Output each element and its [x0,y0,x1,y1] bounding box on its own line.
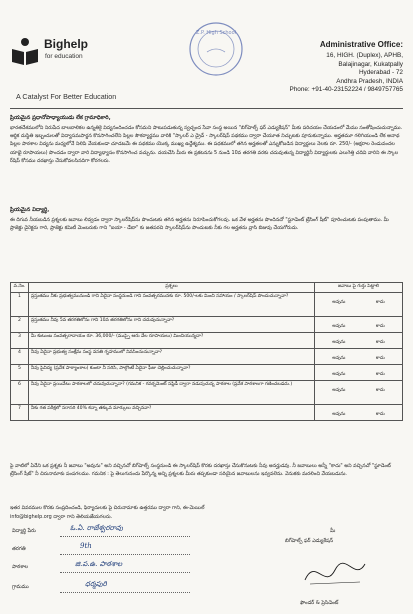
question-row [11,333,403,349]
form-line [60,536,190,537]
question-row [11,317,403,333]
answer-no-option[interactable]: కాదు [375,412,385,417]
answer-cell[interactable] [315,333,403,349]
email-line: info@bighelp.org ద్వారా గాని తెలియజేయగలరు. [10,514,113,520]
school-value: జి.ప.ఉ. పాఠశాల [75,560,123,568]
question-number: 2 [11,317,29,333]
question-number: 4 [11,349,29,365]
answer-yes-option[interactable]: అవును [332,372,346,377]
header-divider [10,108,403,109]
tagline: A Catalyst For Better Education [16,92,117,101]
form-line [60,592,190,593]
question-text: నీవు పైవిద్య (ప్రవేశ పాఠ్యాంశాల) కుంటా నీ సరిసి, పాల్గొంటే ఏదైనా ఫీజు చెల్లించుచున్నావా? [29,365,315,381]
intro-paragraph: భారతదేశములోని నిరుపేద బాలబాలికల ఉన్నతికై విద్యనందించడం కోసమని పాటుపడుతున్న స్వచ్ఛంద సేవా సంస్థ అయిన "బిగ్‌హెల్ప్ ఫర్ ఎడ్యుకేషన్" మీకు పరిచయం చేయడంలో మేము సంతోషించుచున్నాము. ఆర్థిక దుస్థితి ఇబ్బందులతో విద్యాసమపార్జన కొనసాగించలేని పిల్లల సౌకర్యార్థము వారికి "స్కాలర్ ఎ డ్రైవ్ - స్కాలర్‌షిప్ పథకము ద్వారా చేయూత నిచ్చుటకు పూనుకున్నాము. అర్హతమూ గలిగియుండి లేక ఆనాథ పిల్లల పాఠశాల విద్యను మధ్యలోనే నిలిపి వేయకుండా చూడటమే ఈ పథకము యొక్క ముఖ్య ఉద్దేశ్యము. ఈ పథకములో తగిన అర్హతలతో ఎన్నుకోబడిన విద్యార్థులు నెలకు రూ. 250/- (అక్షరాల రెండువందల యాభై రూపాయలు) పొందడం ద్వారా వారి విద్యాభ్యాసం కొనసాగించ వచ్చును. దయచేసి మీరు ఈ ప్రకటనను 5 నుండి 10వ తరగతి వరకు చదువుతున్న విద్యార్థినీ విద్యార్థులకు ఎలుగెత్తి చదివి వారిని ఈ స్కాలర్‌షిప్ కోసము దరఖాస్తు చేసుకోవలసినదిగా కోరగలరు. [10,125,403,164]
answer-cell[interactable] [315,381,403,405]
answer-no-option[interactable]: కాదు [375,388,385,393]
salutation-principal: ప్రియమైన ప్రధానోపాధ్యాయుడు లేక గ్రామాధికారి, [10,115,111,121]
question-number: 6 [11,381,29,405]
col-header-number: వ.నెం. [11,283,29,293]
question-number: 3 [11,333,29,349]
answer-yes-option[interactable]: అవును [332,340,346,345]
col-header-questions: ప్రశ్నలు [29,283,315,293]
form-line [60,554,190,555]
stamp-text: Z.P. High School [195,30,237,36]
question-row [11,405,403,421]
question-row [11,365,403,381]
signature-org: బిగ్‌హెల్ప్ ఫర్ ఎడ్యుకేషన్ [285,538,334,544]
answer-cell[interactable] [315,293,403,317]
village-value: ధర్మపురి [85,580,107,588]
question-text: మీ కుటుంబ సంవత్సరాదాయం రూ. 36,000/- (ముప్పై ఆరు వేల రూపాయలు) మించియున్నదా? [29,333,315,349]
question-row [11,293,403,317]
student-name-value: ఓ.ఏ. రాజేశ్వరరావు [70,524,123,532]
eligibility-table [10,282,403,421]
question-text: ప్రస్తుతము నీకు ప్రభుత్వమునుండి గాని ఏదైనా సంస్థనుండి గాని సంవత్సరమునకు రూ. 500/-లకు మించి సహాయం / స్కాలర్‌షిప్ పొందుచున్నావా? [29,293,315,317]
contact-note: ఇతర వివరముల కొరకు సంప్రదించండి, ఫిర్యాదులకు పై చిరునామాకు ఉత్తరము ద్వారా గాని, ఈ-మెయిల్ [10,505,205,511]
eligibility-note: పై వాటిలో ఏదేని ఒక ప్రశ్నకు నీ జవాబు "అవును" అని వచ్చినచో బిగ్‌హెల్ప్ సంస్థనుండి ఈ స్కాలర్‌షిప్ కొరకు దరఖాస్తు చేసుకొనుటకు నీవు అనర్హుడవు. నీ జవాబులు అన్నీ "కాదు" అని వచ్చినచో "స్టూడెంట్ ట్రేసింగ్ షీట్" నీ చిరునామాకు పంపగలము. గమనిక : పై తెలుగునందు పేర్కొన్న అన్ని ప్రశ్నలకు మీరు తప్పకుండా సరియైన జవాబులను ఇవ్వవలెను. వెనుకకు మరలించి వేయబడును. [10,463,391,478]
question-row [11,349,403,365]
answer-no-option[interactable]: కాదు [375,300,385,305]
signature-title: ఫౌండర్ & ప్రెసిడెంట్ [300,600,339,606]
answer-yes-option[interactable]: అవును [332,356,346,361]
answer-yes-option[interactable]: అవును [332,324,346,329]
office-title: Administrative Office: [319,40,403,49]
answer-no-option[interactable]: కాదు [375,340,385,345]
brand-name: Bighelp [44,37,88,51]
question-number: 1 [11,293,29,317]
answer-no-option[interactable]: కాదు [375,372,385,377]
form-label-school: పాఠశాల [12,564,29,570]
question-number: 7 [11,405,29,421]
office-line: Andhra Pradesh, INDIA [336,77,403,85]
office-line: 16, HIGH. (Duplex), APHB, [326,52,403,59]
question-row [11,381,403,405]
question-text: నీవు ఏదైనా ప్రయివేటు పాఠశాలలో చదువుచున్నావా? (గమనిక - గవర్నమెంట్ సప్లిడీ ద్వారా నడుపుచున్న పాఠశాల (ప్రవేశ పాఠశాలగా గణించబడదు.) [29,381,315,405]
instructions-paragraph: ఈ దిగువ నీయబడిన ప్రశ్నలకు జవాబు లివ్వడం ద్వారా స్కాలర్‌షిప్‌ను పొందుటకు తగిన అర్హతను నిరూపించుకోగలవు. ఒక వేళ అర్హతను పొందినచో "స్టూడెంట్ ట్రేసింగ్ షీట్" పూరించుటకు పంపుతాము. మీ ప్రాజెక్టు డైరెక్టరు గారి, ప్రాజెక్టు కమిటీ మెంబరుకు గాని "ఐయా - డేటా" కు జతపరచి స్కాలర్‌షిప్‌ను పొందుటకు నీకు గల అర్హతను వ్రాసి బిజువు చేయగోరుదు. [10,217,389,232]
answer-no-option[interactable]: కాదు [375,356,385,361]
office-line: Balajinagar, Kukatpally [338,60,403,68]
answer-cell[interactable] [315,405,403,421]
answer-yes-option[interactable]: అవును [332,388,346,393]
signature-yours: మీ [330,528,336,534]
form-label-class: తరగతి [12,546,26,552]
answer-no-option[interactable]: కాదు [375,324,385,329]
form-line [60,572,190,573]
form-label-name: విద్యార్థి పేరు [12,528,36,534]
salutation-student: ప్రియమైన విద్యార్థి, [10,207,50,213]
question-number: 5 [11,365,29,381]
answer-cell[interactable] [315,365,403,381]
answer-cell[interactable] [315,317,403,333]
office-phone: Phone: +91-40-23152224 / 9849757765 [289,86,403,94]
form-label-village: గ్రామము [12,584,29,590]
answer-yes-option[interactable]: అవును [332,412,346,417]
office-line: Hyderabad - 72 [358,69,403,77]
office-address [233,40,403,95]
answer-cell[interactable] [315,349,403,365]
answer-yes-option[interactable]: అవును [332,300,346,305]
question-text: నీకు గత పరీక్షలో సరాసరి 40% కన్నా తక్కువ మార్కులు వచ్చినవా? [29,405,315,421]
class-value: 9th [80,542,92,550]
col-header-answer: జవాబు పై గుర్తు పెట్టాలి [315,283,403,293]
brand-subtitle: for education [45,53,83,60]
question-text: ప్రస్తుతము నీవు 5వ తరగతిలోను గాని 10వ తరగతిలోను గాని చదువుచున్నావా? [29,317,315,333]
signature-flourish-icon [300,552,370,592]
bighelp-logo-icon [9,35,41,67]
question-text: నీవు ఏదైనా ప్రభుత్వ సంక్షేమ సంస్థ వసతి గృహములో నివసించుచున్నావా? [29,349,315,365]
